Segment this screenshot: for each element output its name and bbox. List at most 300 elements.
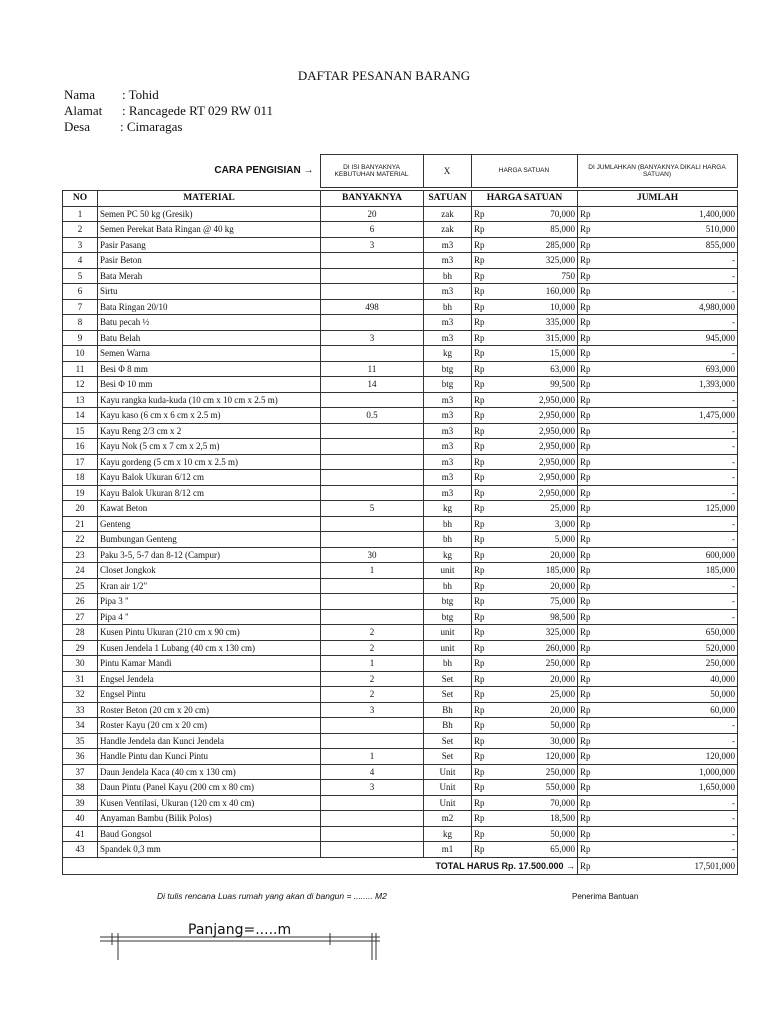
harga-rp: Rp xyxy=(472,454,490,470)
jumlah-rp: Rp xyxy=(578,268,598,284)
material-name: Batu pecah ½ xyxy=(98,315,321,331)
jumlah: - xyxy=(598,392,738,408)
table-row xyxy=(63,656,738,672)
harga-satuan: 85,000 xyxy=(490,222,578,238)
harga-rp: Rp xyxy=(472,377,490,393)
harga-satuan: 2,950,000 xyxy=(490,470,578,486)
harga-satuan: 260,000 xyxy=(490,640,578,656)
jumlah: 693,000 xyxy=(598,361,738,377)
material-name: Bata Ringan 20/10 xyxy=(98,299,321,315)
jumlah: - xyxy=(598,439,738,455)
table-row xyxy=(63,299,738,315)
jumlah: 650,000 xyxy=(598,625,738,641)
jumlah-rp: Rp xyxy=(578,346,598,362)
table-row xyxy=(63,733,738,749)
jumlah: 60,000 xyxy=(598,702,738,718)
material-name: Batu Belah xyxy=(98,330,321,346)
harga-satuan: 120,000 xyxy=(490,749,578,765)
jumlah-rp: Rp xyxy=(578,687,598,703)
table-row xyxy=(63,594,738,610)
jumlah: 1,000,000 xyxy=(598,764,738,780)
row-no: 37 xyxy=(63,764,98,780)
jumlah: - xyxy=(598,795,738,811)
satuan: bh xyxy=(424,656,472,672)
satuan: Bh xyxy=(424,718,472,734)
table-row xyxy=(63,377,738,393)
satuan: m1 xyxy=(424,842,472,858)
jumlah: - xyxy=(598,826,738,842)
satuan: m3 xyxy=(424,454,472,470)
harga-satuan: 285,000 xyxy=(490,237,578,253)
material-name: Sirtu xyxy=(98,284,321,300)
banyaknya xyxy=(321,454,424,470)
harga-rp: Rp xyxy=(472,253,490,269)
harga-satuan: 550,000 xyxy=(490,780,578,796)
harga-satuan: 70,000 xyxy=(490,795,578,811)
satuan: zak xyxy=(424,206,472,222)
harga-satuan: 63,000 xyxy=(490,361,578,377)
table-row xyxy=(63,640,738,656)
banyaknya: 6 xyxy=(321,222,424,238)
table-row xyxy=(63,392,738,408)
jumlah-rp: Rp xyxy=(578,826,598,842)
jumlah-rp: Rp xyxy=(578,532,598,548)
material-name: Kayu gordeng (5 cm x 10 cm x 2.5 m) xyxy=(98,454,321,470)
row-no: 36 xyxy=(63,749,98,765)
jumlah: 1,393,000 xyxy=(598,377,738,393)
jumlah-rp: Rp xyxy=(578,578,598,594)
banyaknya: 2 xyxy=(321,640,424,656)
row-no: 29 xyxy=(63,640,98,656)
harga-rp: Rp xyxy=(472,826,490,842)
harga-satuan: 18,500 xyxy=(490,811,578,827)
table-row xyxy=(63,315,738,331)
harga-satuan: 2,950,000 xyxy=(490,454,578,470)
cara-pengisian-label: CARA PENGISIAN → xyxy=(214,165,314,177)
table-row xyxy=(63,842,738,858)
row-no: 40 xyxy=(63,811,98,827)
floor-plan-sketch xyxy=(100,920,380,960)
row-no: 38 xyxy=(63,780,98,796)
harga-rp: Rp xyxy=(472,423,490,439)
harga-satuan: 325,000 xyxy=(490,253,578,269)
jumlah-rp: Rp xyxy=(578,361,598,377)
jumlah-rp: Rp xyxy=(578,439,598,455)
banyaknya: 1 xyxy=(321,656,424,672)
harga-rp: Rp xyxy=(472,237,490,253)
row-no: 9 xyxy=(63,330,98,346)
row-no: 31 xyxy=(63,671,98,687)
table-row xyxy=(63,516,738,532)
material-name: Spandek 0,3 mm xyxy=(98,842,321,858)
satuan: m3 xyxy=(424,470,472,486)
jumlah: 1,475,000 xyxy=(598,408,738,424)
satuan: Unit xyxy=(424,795,472,811)
harga-satuan: 20,000 xyxy=(490,702,578,718)
material-name: Handle Jendela dan Kunci Jendela xyxy=(98,733,321,749)
row-no: 27 xyxy=(63,609,98,625)
row-no: 43 xyxy=(63,842,98,858)
jumlah: 945,000 xyxy=(598,330,738,346)
table-row xyxy=(63,470,738,486)
table-row xyxy=(63,609,738,625)
row-no: 32 xyxy=(63,687,98,703)
row-no: 19 xyxy=(63,485,98,501)
table-row xyxy=(63,485,738,501)
satuan: bh xyxy=(424,578,472,594)
material-name: Pipa 4 " xyxy=(98,609,321,625)
satuan: bh xyxy=(424,532,472,548)
jumlah-rp: Rp xyxy=(578,563,598,579)
jumlah-rp: Rp xyxy=(578,423,598,439)
harga-rp: Rp xyxy=(472,625,490,641)
row-no: 30 xyxy=(63,656,98,672)
jumlah-rp: Rp xyxy=(578,253,598,269)
satuan: Bh xyxy=(424,702,472,718)
harga-satuan: 3,000 xyxy=(490,516,578,532)
banyaknya: 5 xyxy=(321,501,424,517)
jumlah: 855,000 xyxy=(598,237,738,253)
material-name: Kayu Balok Ukuran 8/12 cm xyxy=(98,485,321,501)
jumlah-rp: Rp xyxy=(578,501,598,517)
material-name: Semen Warna xyxy=(98,346,321,362)
table-row xyxy=(63,687,738,703)
banyaknya xyxy=(321,423,424,439)
banyaknya: 498 xyxy=(321,299,424,315)
row-no: 13 xyxy=(63,392,98,408)
jumlah: 125,000 xyxy=(598,501,738,517)
table-row xyxy=(63,702,738,718)
jumlah-rp: Rp xyxy=(578,237,598,253)
harga-rp: Rp xyxy=(472,702,490,718)
table-row xyxy=(63,423,738,439)
alamat-value: : Rancagede RT 029 RW 011 xyxy=(122,103,273,118)
material-name: Pasir Beton xyxy=(98,253,321,269)
jumlah: 4,980,000 xyxy=(598,299,738,315)
jumlah: - xyxy=(598,733,738,749)
satuan: Set xyxy=(424,749,472,765)
satuan: bh xyxy=(424,268,472,284)
header-harga-satuan: HARGA SATUAN xyxy=(472,191,578,207)
table-row xyxy=(63,501,738,517)
row-no: 28 xyxy=(63,625,98,641)
harga-satuan: 70,000 xyxy=(490,206,578,222)
harga-satuan: 315,000 xyxy=(490,330,578,346)
jumlah: - xyxy=(598,470,738,486)
jumlah-rp: Rp xyxy=(578,408,598,424)
satuan: zak xyxy=(424,222,472,238)
harga-satuan: 250,000 xyxy=(490,764,578,780)
row-no: 5 xyxy=(63,268,98,284)
harga-satuan: 750 xyxy=(490,268,578,284)
total-row xyxy=(63,857,738,874)
banyaknya: 4 xyxy=(321,764,424,780)
harga-rp: Rp xyxy=(472,609,490,625)
table-row xyxy=(63,547,738,563)
table-row xyxy=(63,578,738,594)
satuan: unit xyxy=(424,563,472,579)
jumlah-rp: Rp xyxy=(578,594,598,610)
table-row xyxy=(63,284,738,300)
harga-satuan: 160,000 xyxy=(490,284,578,300)
table-row xyxy=(63,408,738,424)
jumlah-rp: Rp xyxy=(578,547,598,563)
jumlah: - xyxy=(598,454,738,470)
header-material: MATERIAL xyxy=(98,191,321,207)
banyaknya xyxy=(321,470,424,486)
table-row xyxy=(63,795,738,811)
info-desa xyxy=(64,119,182,135)
satuan: btg xyxy=(424,594,472,610)
harga-rp: Rp xyxy=(472,811,490,827)
banyaknya xyxy=(321,811,424,827)
harga-satuan: 65,000 xyxy=(490,842,578,858)
jumlah-rp: Rp xyxy=(578,315,598,331)
satuan: m2 xyxy=(424,811,472,827)
banyaknya xyxy=(321,439,424,455)
jumlah-rp: Rp xyxy=(578,330,598,346)
satuan: m3 xyxy=(424,408,472,424)
banyaknya xyxy=(321,578,424,594)
row-no: 2 xyxy=(63,222,98,238)
nama-value: : Tohid xyxy=(122,87,159,102)
material-name: Besi Φ 8 mm xyxy=(98,361,321,377)
table-row xyxy=(63,826,738,842)
material-name: Kusen Ventilasi, Ukuran (120 cm x 40 cm) xyxy=(98,795,321,811)
material-name: Kayu Nok (5 cm x 7 cm x 2,5 m) xyxy=(98,439,321,455)
luas-rumah-note: Di tulis rencana Luas rumah yang akan di bangun = ........ M2 xyxy=(157,891,387,901)
jumlah-rp: Rp xyxy=(578,485,598,501)
header-banyaknya: BANYAKNYA xyxy=(321,191,424,207)
satuan: kg xyxy=(424,346,472,362)
satuan: Unit xyxy=(424,764,472,780)
row-no: 18 xyxy=(63,470,98,486)
jumlah: - xyxy=(598,284,738,300)
harga-rp: Rp xyxy=(472,718,490,734)
jumlah: - xyxy=(598,516,738,532)
jumlah: - xyxy=(598,578,738,594)
jumlah: - xyxy=(598,718,738,734)
satuan: Unit xyxy=(424,780,472,796)
row-no: 8 xyxy=(63,315,98,331)
jumlah: - xyxy=(598,609,738,625)
table-row xyxy=(63,253,738,269)
banyaknya: 14 xyxy=(321,377,424,393)
table-row xyxy=(63,330,738,346)
total-value: 17,501,000 xyxy=(598,857,738,874)
jumlah: 1,650,000 xyxy=(598,780,738,796)
harga-satuan: 250,000 xyxy=(490,656,578,672)
satuan: bh xyxy=(424,516,472,532)
harga-satuan: 335,000 xyxy=(490,315,578,331)
row-no: 6 xyxy=(63,284,98,300)
satuan: kg xyxy=(424,826,472,842)
material-name: Kayu Reng 2/3 cm x 2 xyxy=(98,423,321,439)
total-rp: Rp xyxy=(578,857,598,874)
harga-satuan: 20,000 xyxy=(490,671,578,687)
jumlah-rp: Rp xyxy=(578,625,598,641)
jumlah: 510,000 xyxy=(598,222,738,238)
banyaknya: 0.5 xyxy=(321,408,424,424)
cara-pengisian-table xyxy=(62,154,738,188)
cara-col-banyaknya: DI ISI BANYAKNYA KEBUTUHAN MATERIAL xyxy=(320,155,423,188)
material-name: Kayu Balok Ukuran 6/12 cm xyxy=(98,470,321,486)
jumlah-rp: Rp xyxy=(578,749,598,765)
banyaknya: 11 xyxy=(321,361,424,377)
jumlah: 40,000 xyxy=(598,671,738,687)
jumlah-rp: Rp xyxy=(578,377,598,393)
jumlah-rp: Rp xyxy=(578,206,598,222)
banyaknya xyxy=(321,594,424,610)
harga-rp: Rp xyxy=(472,408,490,424)
header-satuan: SATUAN xyxy=(424,191,472,207)
jumlah-rp: Rp xyxy=(578,718,598,734)
table-row xyxy=(63,811,738,827)
material-name: Daun Pintu (Panel Kayu (200 cm x 80 cm) xyxy=(98,780,321,796)
jumlah: - xyxy=(598,346,738,362)
table-row xyxy=(63,268,738,284)
jumlah-rp: Rp xyxy=(578,454,598,470)
material-name: Closet Jongkok xyxy=(98,563,321,579)
jumlah-rp: Rp xyxy=(578,842,598,858)
jumlah: 250,000 xyxy=(598,656,738,672)
row-no: 35 xyxy=(63,733,98,749)
cara-col-x: X xyxy=(423,155,471,188)
harga-satuan: 99,500 xyxy=(490,377,578,393)
harga-rp: Rp xyxy=(472,749,490,765)
harga-satuan: 50,000 xyxy=(490,718,578,734)
material-name: Baud Gongsol xyxy=(98,826,321,842)
row-no: 41 xyxy=(63,826,98,842)
row-no: 15 xyxy=(63,423,98,439)
row-no: 22 xyxy=(63,532,98,548)
panjang-label: Panjang=.....m xyxy=(188,922,292,938)
info-nama xyxy=(64,87,159,103)
satuan: btg xyxy=(424,377,472,393)
harga-rp: Rp xyxy=(472,439,490,455)
harga-satuan: 325,000 xyxy=(490,625,578,641)
material-name: Kayu kaso (6 cm x 6 cm x 2.5 m) xyxy=(98,408,321,424)
harga-satuan: 98,500 xyxy=(490,609,578,625)
jumlah: 520,000 xyxy=(598,640,738,656)
jumlah: - xyxy=(598,532,738,548)
harga-rp: Rp xyxy=(472,547,490,563)
row-no: 21 xyxy=(63,516,98,532)
row-no: 39 xyxy=(63,795,98,811)
harga-rp: Rp xyxy=(472,330,490,346)
banyaknya: 20 xyxy=(321,206,424,222)
satuan: kg xyxy=(424,501,472,517)
satuan: m3 xyxy=(424,330,472,346)
material-name: Semen Perekat Bata Ringan @ 40 kg xyxy=(98,222,321,238)
jumlah: 1,400,000 xyxy=(598,206,738,222)
banyaknya xyxy=(321,268,424,284)
jumlah-rp: Rp xyxy=(578,811,598,827)
row-no: 20 xyxy=(63,501,98,517)
material-name: Pasir Pasang xyxy=(98,237,321,253)
harga-rp: Rp xyxy=(472,470,490,486)
cara-col-jumlah: DI JUMLAHKAN (BANYAKNYA DIKALI HARGA SATUAN) xyxy=(577,155,737,188)
harga-rp: Rp xyxy=(472,206,490,222)
harga-satuan: 15,000 xyxy=(490,346,578,362)
table-row xyxy=(63,749,738,765)
cara-col-harga: HARGA SATUAN xyxy=(471,155,577,188)
jumlah: - xyxy=(598,423,738,439)
table-row xyxy=(63,222,738,238)
harga-rp: Rp xyxy=(472,795,490,811)
material-name: Roster Kayu (20 cm x 20 cm) xyxy=(98,718,321,734)
material-name: Anyaman Bambu (Bilik Polos) xyxy=(98,811,321,827)
table-row xyxy=(63,237,738,253)
table-row xyxy=(63,780,738,796)
table-row xyxy=(63,454,738,470)
table-row xyxy=(63,439,738,455)
table-row xyxy=(63,563,738,579)
penerima-bantuan-label: Penerima Bantuan xyxy=(572,892,639,901)
row-no: 14 xyxy=(63,408,98,424)
material-name: Bata Merah xyxy=(98,268,321,284)
header-no: NO xyxy=(63,191,98,207)
row-no: 11 xyxy=(63,361,98,377)
satuan: m3 xyxy=(424,485,472,501)
header-jumlah: JUMLAH xyxy=(578,191,738,207)
row-no: 17 xyxy=(63,454,98,470)
jumlah-rp: Rp xyxy=(578,609,598,625)
banyaknya xyxy=(321,795,424,811)
banyaknya: 2 xyxy=(321,687,424,703)
material-name: Besi Φ 10 mm xyxy=(98,377,321,393)
jumlah: - xyxy=(598,485,738,501)
banyaknya xyxy=(321,284,424,300)
info-alamat xyxy=(64,103,273,119)
jumlah-rp: Rp xyxy=(578,764,598,780)
harga-satuan: 75,000 xyxy=(490,594,578,610)
banyaknya xyxy=(321,485,424,501)
row-no: 10 xyxy=(63,346,98,362)
satuan: Set xyxy=(424,687,472,703)
table-row xyxy=(63,671,738,687)
satuan: btg xyxy=(424,361,472,377)
harga-rp: Rp xyxy=(472,656,490,672)
banyaknya xyxy=(321,609,424,625)
jumlah-rp: Rp xyxy=(578,671,598,687)
material-name: Daun Jendela Kaca (40 cm x 130 cm) xyxy=(98,764,321,780)
material-name: Kusen Pintu Ukuran (210 cm x 90 cm) xyxy=(98,625,321,641)
satuan: unit xyxy=(424,625,472,641)
material-name: Engsel Pintu xyxy=(98,687,321,703)
jumlah: 600,000 xyxy=(598,547,738,563)
banyaknya xyxy=(321,826,424,842)
jumlah-rp: Rp xyxy=(578,780,598,796)
satuan: m3 xyxy=(424,284,472,300)
material-name: Kayu rangka kuda-kuda (10 cm x 10 cm x 2.5 m) xyxy=(98,392,321,408)
row-no: 16 xyxy=(63,439,98,455)
banyaknya xyxy=(321,315,424,331)
harga-rp: Rp xyxy=(472,516,490,532)
harga-satuan: 25,000 xyxy=(490,687,578,703)
table-row xyxy=(63,718,738,734)
jumlah: - xyxy=(598,842,738,858)
material-name: Pintu Kamar Mandi xyxy=(98,656,321,672)
material-name: Bumbungan Genteng xyxy=(98,532,321,548)
table-row xyxy=(63,206,738,222)
jumlah-rp: Rp xyxy=(578,640,598,656)
harga-rp: Rp xyxy=(472,594,490,610)
harga-satuan: 50,000 xyxy=(490,826,578,842)
banyaknya: 3 xyxy=(321,780,424,796)
banyaknya: 3 xyxy=(321,237,424,253)
harga-rp: Rp xyxy=(472,764,490,780)
